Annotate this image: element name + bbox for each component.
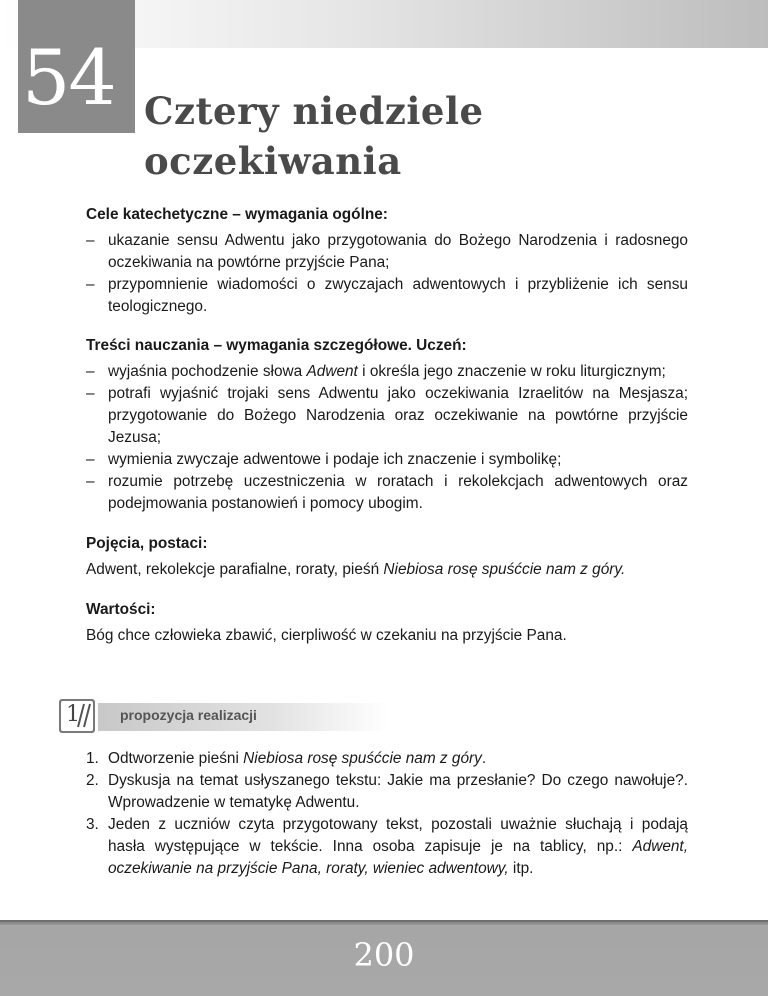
goals-item: – przypomnienie wiadomości o zwyczajach adwentowych i przybliżenie ich sensu teologicznego. xyxy=(86,274,688,318)
values-heading: Wartości: xyxy=(86,601,156,618)
values-text: Bóg chce człowieka zbawić, cierpliwość w czekaniu na przyjście Pana. xyxy=(86,627,567,644)
goals-heading: Cele katechetyczne – wymagania ogólne: xyxy=(86,206,388,223)
step-item: 2. Dyskusja na temat usłyszanego tekstu: Jakie ma przesłanie? Do czego nawołuje?. Wprowadzenie w tematykę Adwentu. xyxy=(86,772,688,811)
term-adwent: Adwent xyxy=(306,363,358,380)
steps xyxy=(86,748,688,880)
proposal-header xyxy=(58,697,388,735)
chapter-title-line1: Cztery niedziele xyxy=(144,89,484,133)
steps-list xyxy=(86,748,688,880)
proposal-label: propozycja realizacji xyxy=(120,707,257,723)
page-number: 200 xyxy=(353,936,415,974)
chapter-title xyxy=(144,86,484,186)
step-item: 3. Jeden z uczniów czyta przygotowany tekst, pozostali uważnie słuchają i podają hasła występujące w tekście. Inna osoba zapisuje je na tablicy, np.: Adwent, oczekiwanie na przyjście Pana, roraty, wieniec adwentowy, itp. xyxy=(86,816,688,877)
concepts-heading: Pojęcia, postaci: xyxy=(86,535,208,552)
content-item: – wymienia zwyczaje adwentowe i podaje ich znaczenie i symbolikę; xyxy=(86,449,688,471)
proposal-number: 1 xyxy=(66,702,80,727)
concepts-text: Adwent, rekolekcje parafialne, roraty, pieśń Niebiosa rosę spuśćcie nam z góry. xyxy=(86,561,626,578)
chapter-title-line2: oczekiwania xyxy=(144,139,402,183)
chapter-number: 54 xyxy=(22,33,115,122)
goals-list xyxy=(86,230,688,318)
page-footer xyxy=(0,920,768,996)
content-item: – wyjaśnia pochodzenie słowa Adwent i określa jego znaczenie w roku liturgicznym; xyxy=(86,361,688,383)
goals-item: – ukazanie sensu Adwentu jako przygotowania do Bożego Narodzenia i radosnego oczekiwania na powtórne przyjście Pana; xyxy=(86,230,688,274)
content-item: – potrafi wyjaśnić trojaki sens Adwentu jako oczekiwania Izraelitów na Mesjasza; przygotowanie do Bożego Narodzenia oraz oczekiwanie na powtórne przyjście Jezusa; xyxy=(86,383,688,449)
content-item: – rozumie potrzebę uczestniczenia w roratach i rekolekcjach adwentowych oraz podejmowania postanowień i pomocy ubogim. xyxy=(86,471,688,515)
step-item: 1. Odtworzenie pieśni Niebiosa rosę spuśćcie nam z góry. xyxy=(86,750,487,767)
content-heading: Treści nauczania – wymagania szczegółowe. Uczeń: xyxy=(86,337,467,354)
lesson-content xyxy=(86,204,688,647)
content-list xyxy=(86,361,688,515)
